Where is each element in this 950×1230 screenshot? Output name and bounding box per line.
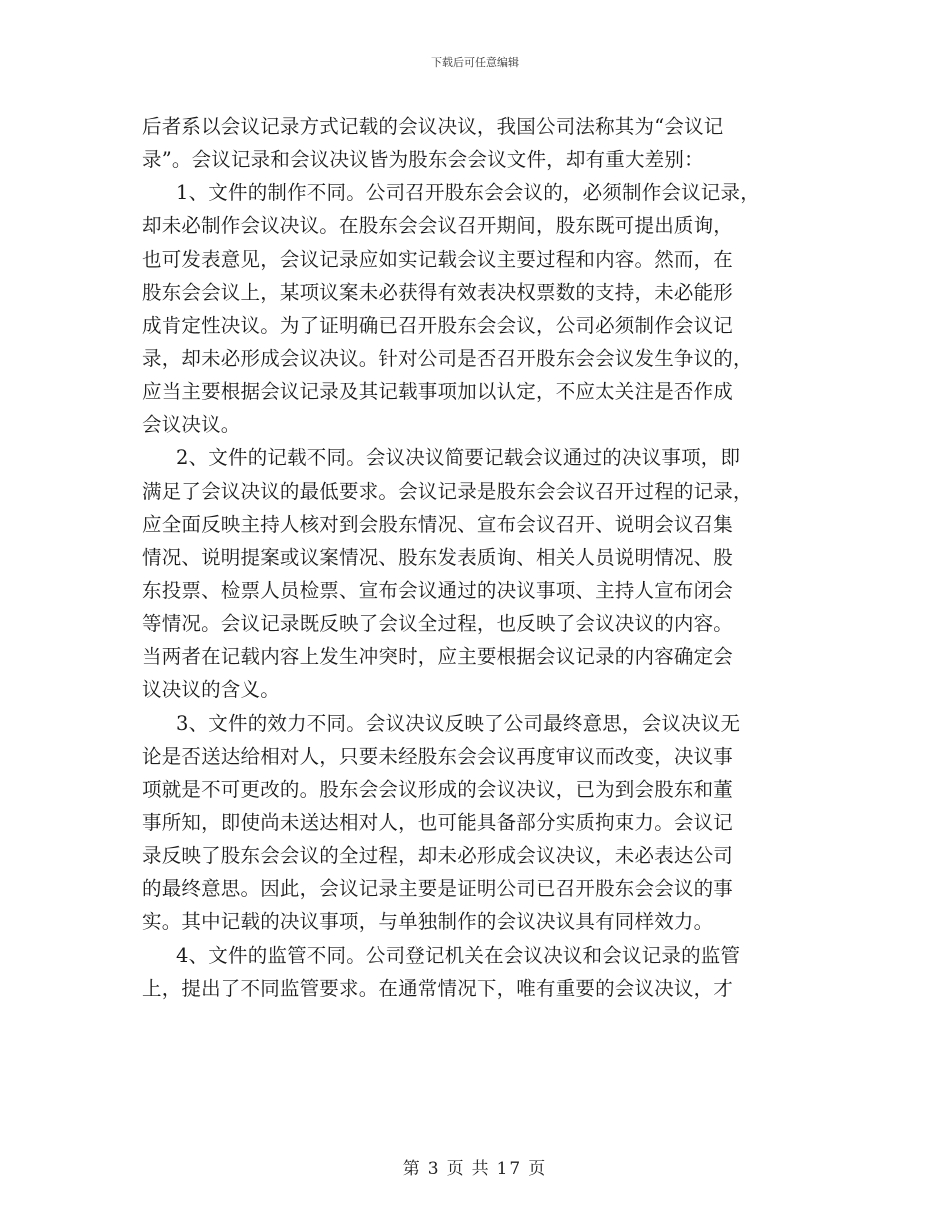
text-line: 却未必制作会议决议。在股东会会议召开期间，股东既可提出质询， (142, 214, 734, 238)
page-label-mid: 页 (446, 1159, 466, 1179)
text-line: 上，提出了不同监管要求。在通常情况下，唯有重要的会议决议，才 (142, 976, 734, 1000)
text-line: 股东会会议上，某项议案未必获得有效表决权票数的支持，未必能形 (142, 280, 734, 304)
text-line: 2、文件的记载不同。会议决议简要记载会议通过的决议事项，即 (176, 446, 741, 470)
text-line: 录，却未必形成会议决议。针对公司是否召开股东会会议发生争议的， (142, 346, 753, 370)
text-line: 4、文件的监管不同。公司登记机关在会议决议和会议记录的监管 (176, 943, 741, 967)
text-line: 成肯定性决议。为了证明确已召开股东会会议，公司必须制作会议记 (142, 313, 734, 337)
text-line: 录”。会议记录和会议决议皆为股东会会议文件，却有重大差别： (142, 148, 704, 172)
text-line: 录反映了股东会会议的全过程，却未必形成会议决议，未必表达公司 (142, 844, 734, 868)
text-line: 论是否送达给相对人，只要未经股东会会议再度审议而改变，决议事 (142, 744, 734, 768)
text-line: 满足了会议决议的最低要求。会议记录是股东会会议召开过程的记录， (142, 479, 753, 503)
text-line: 议决议的含义。 (142, 678, 280, 702)
text-line: 会议决议。 (142, 413, 241, 437)
text-line: 情况、说明提案或议案情况、股东发表质询、相关人员说明情况、股 (142, 545, 734, 569)
text-line: 也可发表意见，会议记录应如实记载会议主要过程和内容。然而，在 (142, 247, 734, 271)
text-line: 等情况。会议记录既反映了会议全过程，也反映了会议决议的内容。 (142, 612, 734, 636)
document-body (142, 110, 818, 1005)
text-line: 应全面反映主持人核对到会股东情况、宣布会议召开、说明会议召集 (142, 512, 734, 536)
text-line: 的最终意思。因此，会议记录主要是证明公司已召开股东会会议的事 (142, 877, 734, 901)
text-line: 项就是不可更改的。股东会会议形成的会议决议，已为到会股东和董 (142, 777, 734, 801)
page-number: 3 (427, 1159, 441, 1179)
text-line: 实。其中记载的决议事项，与单独制作的会议决议具有同样效力。 (142, 910, 714, 934)
text-line: 东投票、检票人员检票、宣布会议通过的决议事项、主持人宣布闭会 (142, 578, 734, 602)
text-line: 应当主要根据会议记录及其记载事项加以认定，不应太关注是否作成 (142, 380, 734, 404)
total-label: 共 (471, 1159, 491, 1179)
page-label-prefix: 第 (402, 1159, 422, 1179)
page-footer (0, 1154, 950, 1179)
total-suffix: 页 (528, 1159, 548, 1179)
text-line: 3、文件的效力不同。会议决议反映了公司最终意思，会议决议无 (176, 711, 741, 735)
text-line: 当两者在记载内容上发生冲突时，应主要根据会议记录的内容确定会 (142, 645, 734, 669)
total-pages: 17 (496, 1159, 523, 1179)
page-header-note: 下载后可任意编辑 (431, 56, 519, 69)
text-line: 后者系以会议记录方式记载的会议决议，我国公司法称其为“会议记 (142, 115, 724, 138)
text-line: 1、文件的制作不同。公司召开股东会会议的，必须制作会议记录， (176, 181, 760, 205)
text-line: 事所知，即使尚未送达相对人，也可能具备部分实质拘束力。会议记 (142, 810, 734, 834)
